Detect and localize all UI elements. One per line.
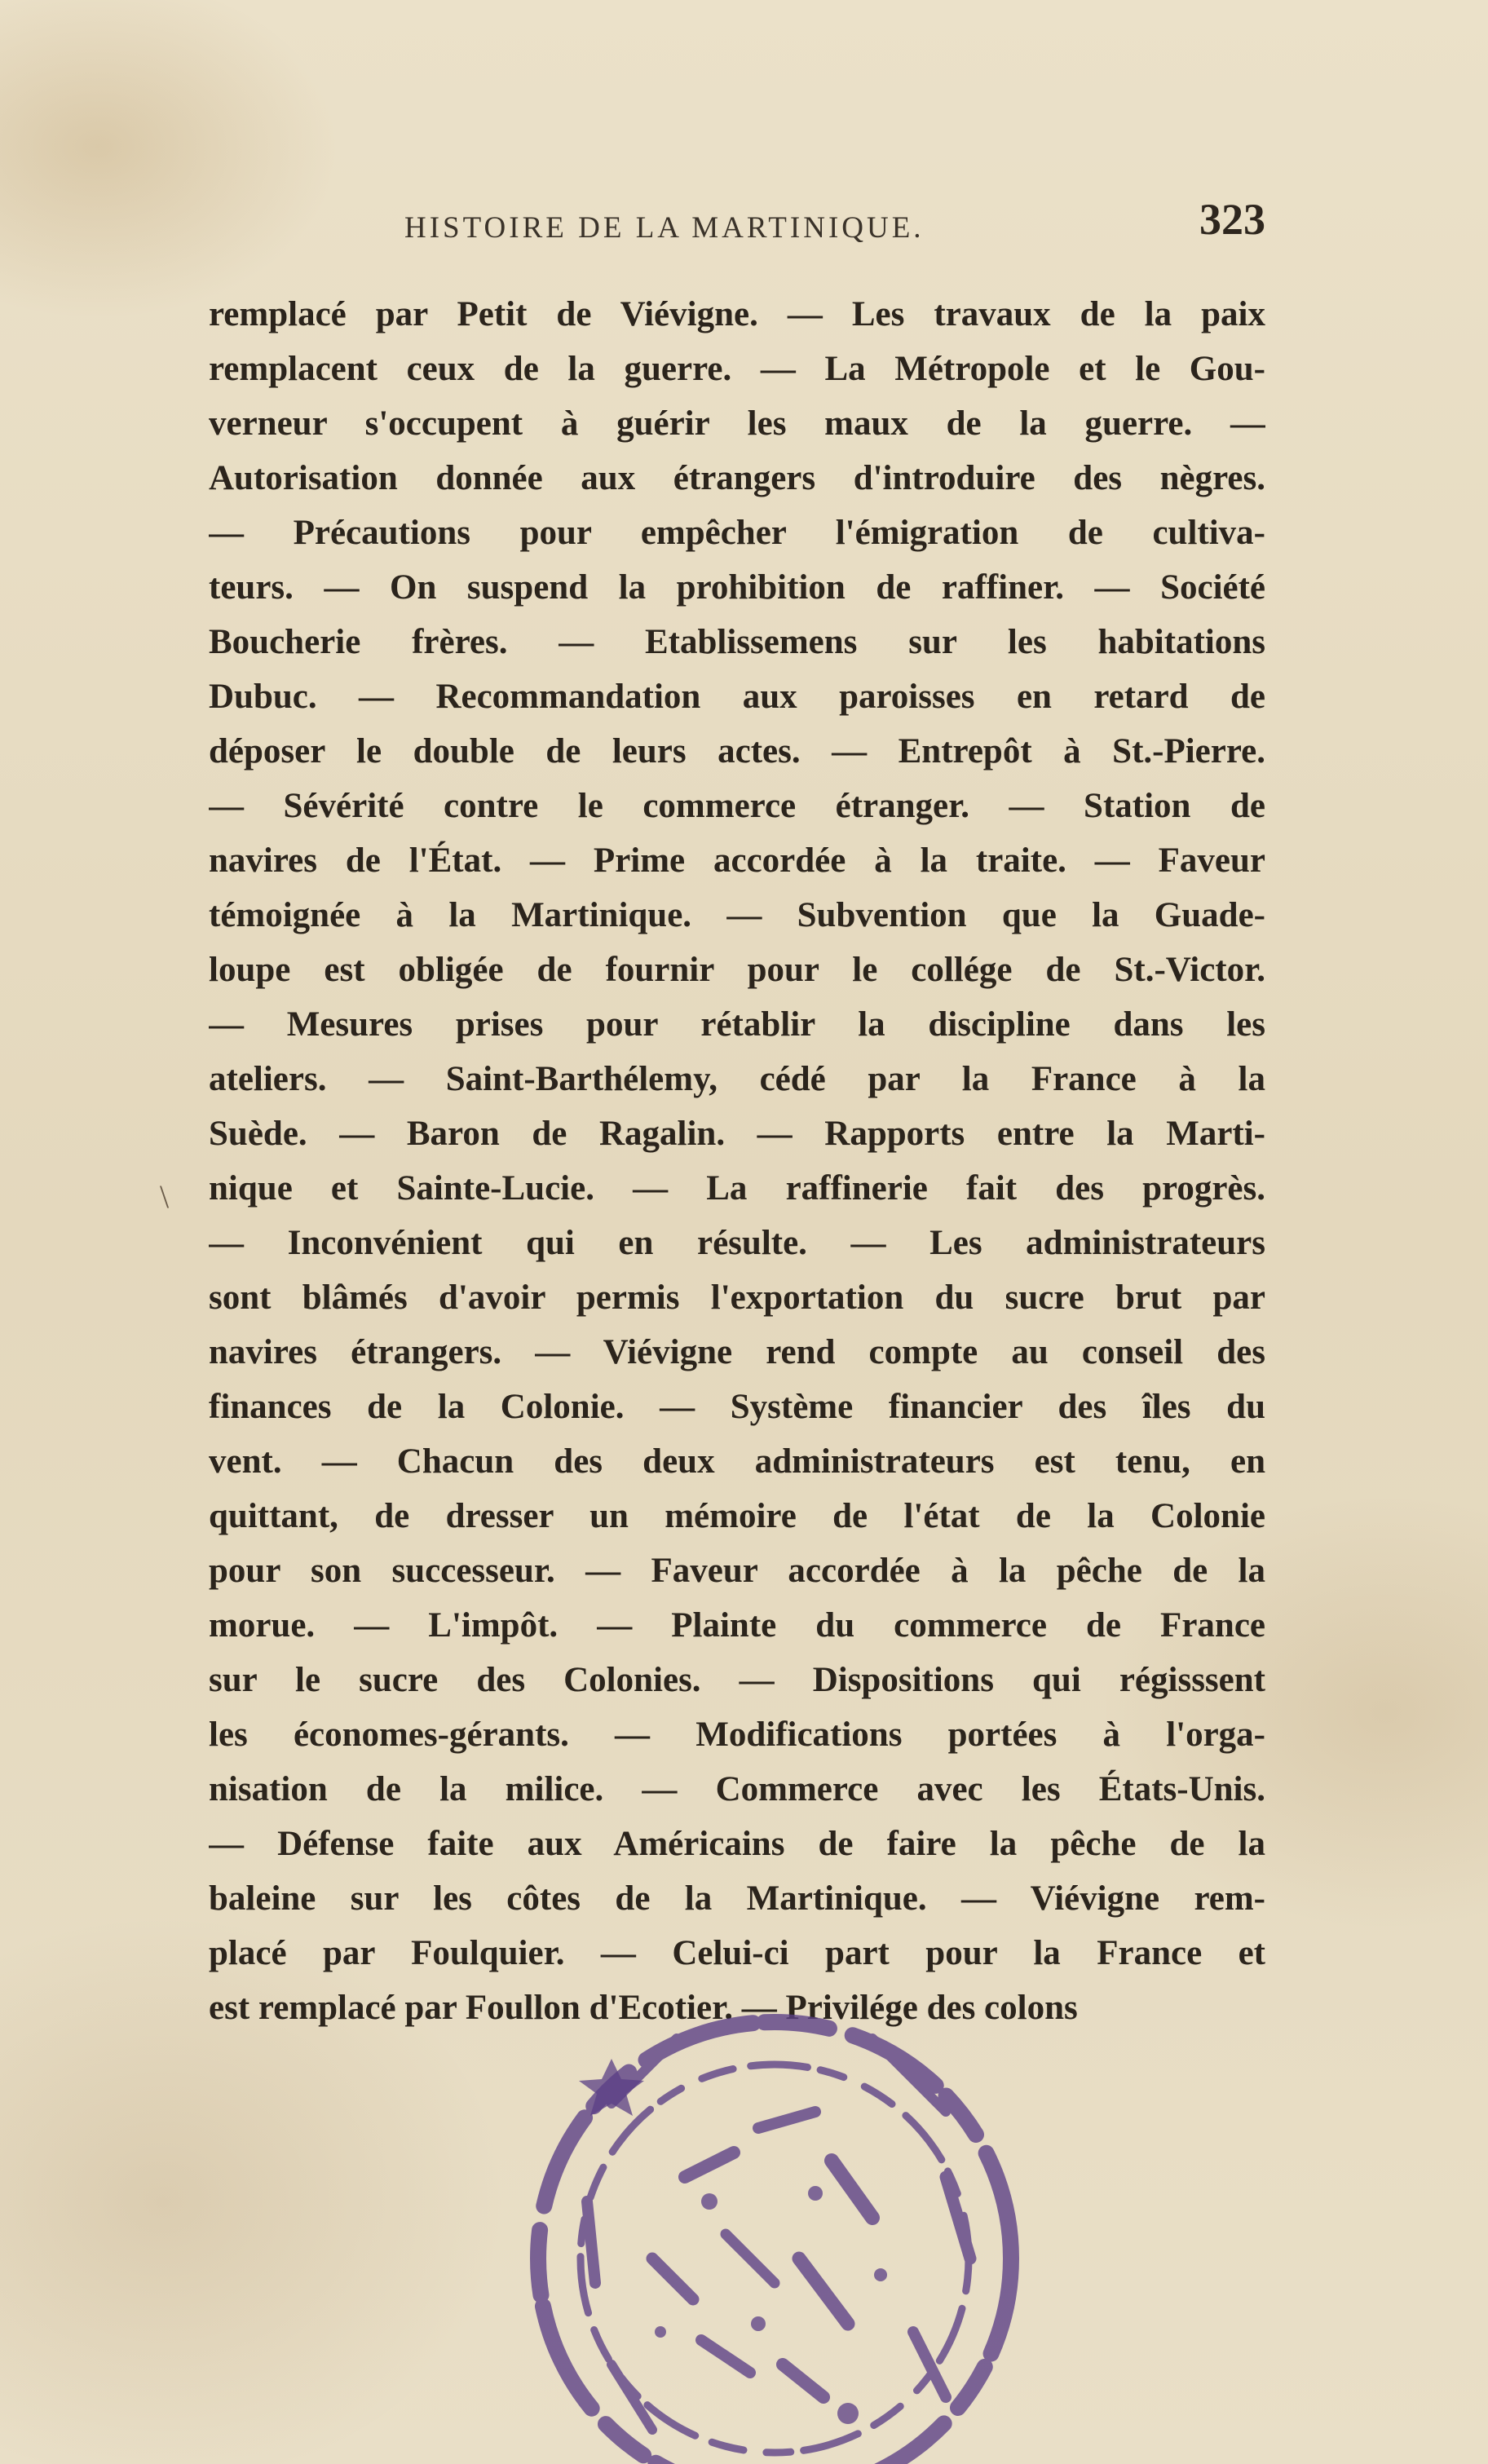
text-line: quittant, de dresser un mémoire de l'état de la Colonie [209, 1497, 1265, 1535]
text-line: loupe est obligée de fournir pour le collége de St.-Victor. [209, 951, 1265, 989]
text-line: Dubuc. — Recommandation aux paroisses en retard de [209, 678, 1265, 716]
text-line: remplacent ceux de la guerre. — La Métropole et le Gou- [209, 350, 1265, 388]
text-line: baleine sur les côtes de la Martinique. — Viévigne rem- [209, 1879, 1265, 1918]
text-line: — Précautions pour empêcher l'émigration de cultiva- [209, 514, 1265, 552]
running-head [209, 192, 1265, 258]
text-line: pour son successeur. — Faveur accordée à la pêche de la [209, 1552, 1265, 1590]
text-line: sur le sucre des Colonies. — Dispositions qui régisssent [209, 1661, 1265, 1699]
stamp-graphic [489, 1989, 1060, 2464]
text-line: remplacé par Petit de Viévigne. — Les travaux de la paix [209, 295, 1265, 333]
text-line: — Inconvénient qui en résulte. — Les administrateurs [209, 1224, 1265, 1262]
running-title: HISTOIRE DE LA MARTINIQUE. [404, 211, 925, 245]
text-line: est remplacé par Foullon d'Ecotier. — Privilége des colons [209, 1989, 1078, 2027]
text-line: sont blâmés d'avoir permis l'exportation du sucre brut par [209, 1278, 1265, 1317]
text-line: nique et Sainte-Lucie. — La raffinerie fait des progrès. [209, 1169, 1265, 1208]
page-number: 323 [1199, 195, 1265, 244]
text-line: Suède. — Baron de Ragalin. — Rapports entre la Marti- [209, 1115, 1265, 1153]
text-line: navires de l'État. — Prime accordée à la traite. — Faveur [209, 841, 1265, 880]
text-line: les économes-gérants. — Modifications portées à l'orga- [209, 1716, 1265, 1754]
text-line: verneur s'occupent à guérir les maux de la guerre. — [209, 404, 1265, 443]
margin-mark: \ [160, 1178, 170, 1215]
text-line: finances de la Colonie. — Système financier des îles du [209, 1388, 1265, 1426]
text-line: ateliers. — Saint-Barthélemy, cédé par la France à la [209, 1060, 1265, 1098]
library-stamp [489, 1989, 1060, 2464]
text-line: témoignée à la Martinique. — Subvention que la Guade- [209, 896, 1265, 934]
text-line: morue. — L'impôt. — Plainte du commerce de France [209, 1606, 1265, 1645]
text-line: Autorisation donnée aux étrangers d'introduire des nègres. [209, 459, 1265, 497]
body-text [209, 287, 1265, 2035]
text-line: placé par Foulquier. — Celui-ci part pour la France et [209, 1934, 1265, 1972]
text-line: nisation de la milice. — Commerce avec les États-Unis. [209, 1770, 1265, 1808]
text-line: — Sévérité contre le commerce étranger. — Station de [209, 787, 1265, 825]
text-line: — Mesures prises pour rétablir la discipline dans les [209, 1005, 1265, 1044]
text-line: Boucherie frères. — Etablissemens sur les habitations [209, 623, 1265, 661]
text-line: vent. — Chacun des deux administrateurs est tenu, en [209, 1442, 1265, 1481]
text-line: teurs. — On suspend la prohibition de raffiner. — Société [209, 568, 1265, 607]
text-line: navires étrangers. — Viévigne rend compte au conseil des [209, 1333, 1265, 1371]
text-line: déposer le double de leurs actes. — Entrepôt à St.-Pierre. [209, 732, 1265, 771]
text-line: — Défense faite aux Américains de faire la pêche de la [209, 1825, 1265, 1863]
